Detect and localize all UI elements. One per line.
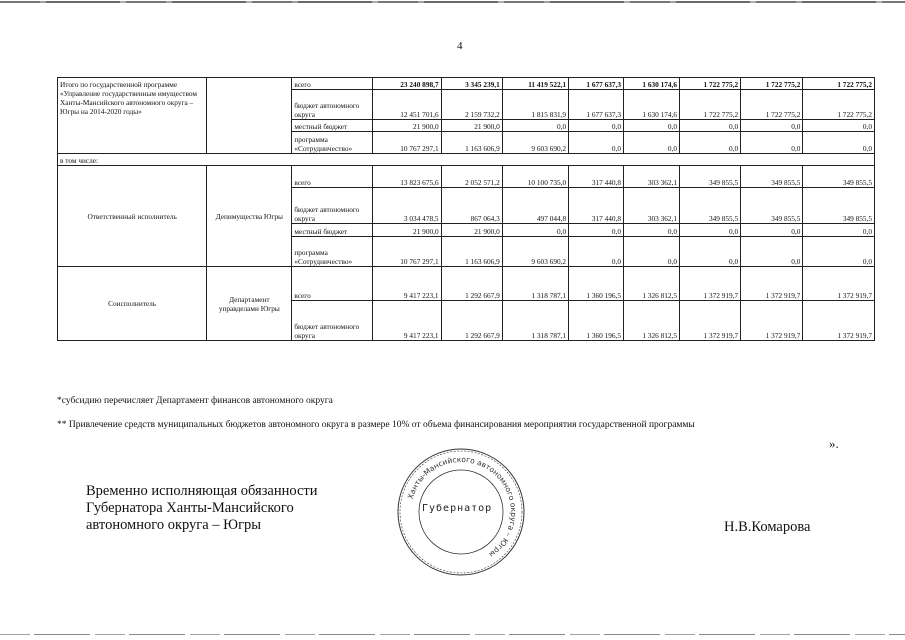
value-cell: 1 360 196,5	[569, 301, 624, 341]
value-cell: 1 722 775,2	[680, 78, 741, 90]
scan-edge-bottom	[0, 634, 905, 635]
table-row	[58, 267, 875, 301]
value-cell: 0,0	[741, 224, 803, 237]
value-cell: 1 372 919,7	[680, 267, 741, 301]
value-cell: 3 034 478,5	[373, 188, 441, 224]
value-cell: 0,0	[741, 120, 803, 132]
value-cell: 9 603 690,2	[502, 132, 568, 154]
table-row	[58, 78, 875, 90]
value-cell: 1 163 606,9	[441, 132, 502, 154]
value-cell: 2 159 732,2	[441, 90, 502, 120]
value-cell: 0,0	[741, 237, 803, 267]
value-cell: 1 163 606,9	[441, 237, 502, 267]
value-cell: 1 677 637,3	[569, 90, 624, 120]
category-cell: программа «Сотрудничество»	[292, 132, 373, 154]
value-cell: 1 326 812,5	[624, 301, 680, 341]
responsible-executor-label: Ответственный исполнитель	[58, 166, 207, 267]
signatory-name: Н.В.Комарова	[724, 519, 811, 535]
value-cell: 9 417 223,1	[373, 267, 441, 301]
value-cell: 1 722 775,2	[803, 78, 875, 90]
value-cell: 0,0	[502, 120, 568, 132]
category-cell: всего	[292, 267, 373, 301]
category-cell: всего	[292, 166, 373, 188]
value-cell: 0,0	[803, 237, 875, 267]
value-cell: 1 318 787,1	[502, 267, 568, 301]
signatory-title	[86, 483, 318, 534]
value-cell: 1 372 919,7	[803, 267, 875, 301]
value-cell: 0,0	[803, 132, 875, 154]
value-cell: 1 630 174,6	[624, 78, 680, 90]
value-cell: 1 292 667,9	[441, 267, 502, 301]
value-cell: 0,0	[569, 237, 624, 267]
value-cell: 21 900,0	[373, 224, 441, 237]
value-cell: 3 345 239,1	[441, 78, 502, 90]
value-cell: 0,0	[803, 224, 875, 237]
footnote-municipal: ** Привлечение средств муниципальных бюджетов автономного округа в размере 10% от объема финансирования мероприятия государственной программы	[57, 420, 695, 430]
page-number: 4	[457, 40, 463, 52]
value-cell: 1 372 919,7	[680, 301, 741, 341]
value-cell: 303 362,1	[624, 188, 680, 224]
value-cell: 349 855,5	[680, 188, 741, 224]
value-cell: 0,0	[680, 120, 741, 132]
value-cell: 0,0	[624, 132, 680, 154]
value-cell: 0,0	[680, 237, 741, 267]
value-cell: 21 900,0	[441, 224, 502, 237]
value-cell: 867 064,3	[441, 188, 502, 224]
value-cell: 1 722 775,2	[741, 90, 803, 120]
value-cell: 349 855,5	[803, 166, 875, 188]
value-cell: 303 362,1	[624, 166, 680, 188]
executor-cell: Депимущества Югры	[207, 166, 292, 267]
value-cell: 1 630 174,6	[624, 90, 680, 120]
value-cell: 0,0	[569, 224, 624, 237]
including-label: в том числе:	[58, 154, 875, 166]
value-cell: 0,0	[569, 132, 624, 154]
category-cell: местный бюджет	[292, 120, 373, 132]
value-cell: 1 318 787,1	[502, 301, 568, 341]
value-cell: 0,0	[680, 224, 741, 237]
category-cell: бюджет автономного округа	[292, 301, 373, 341]
co-executor-label: Соисполнитель	[58, 267, 207, 341]
budget-table	[57, 77, 875, 341]
category-cell: бюджет автономного округа	[292, 188, 373, 224]
executor-cell	[207, 78, 292, 154]
value-cell: 9 603 690,2	[502, 237, 568, 267]
value-cell: 21 900,0	[441, 120, 502, 132]
value-cell: 10 767 297,1	[373, 237, 441, 267]
value-cell: 1 815 831,9	[502, 90, 568, 120]
value-cell: 317 440,8	[569, 166, 624, 188]
value-cell: 1 677 637,3	[569, 78, 624, 90]
seal-ring-text: Ханты-Мансийского автономного округа – Югры	[405, 454, 519, 560]
value-cell: 10 767 297,1	[373, 132, 441, 154]
value-cell: 1 292 667,9	[441, 301, 502, 341]
value-cell: 0,0	[624, 237, 680, 267]
closing-quote: ».	[829, 436, 839, 451]
value-cell: 1 372 919,7	[741, 267, 803, 301]
value-cell: 0,0	[624, 224, 680, 237]
value-cell: 21 900,0	[373, 120, 441, 132]
value-cell: 349 855,5	[741, 166, 803, 188]
value-cell: 0,0	[803, 120, 875, 132]
value-cell: 12 451 701,6	[373, 90, 441, 120]
value-cell: 0,0	[680, 132, 741, 154]
executor-cell: Департамент управделами Югры	[207, 267, 292, 341]
value-cell: 1 722 775,2	[803, 90, 875, 120]
value-cell: 0,0	[624, 120, 680, 132]
footnote-subsidy: *субсидию перечисляет Департамент финансов автономного округа	[57, 396, 333, 406]
value-cell: 1 722 775,2	[680, 90, 741, 120]
value-cell: 13 823 675,6	[373, 166, 441, 188]
table-row	[58, 166, 875, 188]
value-cell: 0,0	[502, 224, 568, 237]
signatory-title-line: автономного округа – Югры	[86, 517, 262, 533]
scan-edge-top	[0, 1, 905, 3]
value-cell: 10 100 735,0	[502, 166, 568, 188]
value-cell: 497 044,8	[502, 188, 568, 224]
signatory-title-line: Временно исполняющая обязанности	[86, 483, 318, 499]
value-cell: 1 372 919,7	[803, 301, 875, 341]
value-cell: 9 417 223,1	[373, 301, 441, 341]
signatory-title-line: Губернатора Ханты-Мансийского	[86, 500, 294, 516]
value-cell: 1 722 775,2	[741, 78, 803, 90]
value-cell: 349 855,5	[803, 188, 875, 224]
value-cell: 23 240 898,7	[373, 78, 441, 90]
value-cell: 1 326 812,5	[624, 267, 680, 301]
value-cell: 1 360 196,5	[569, 267, 624, 301]
category-cell: местный бюджет	[292, 224, 373, 237]
category-cell: бюджет автономного округа	[292, 90, 373, 120]
table-row	[58, 154, 875, 166]
program-total-label: Итого по государственной программе «Управление государственным имуществом Ханты-Мансийского автономного округа – Югры на 2014-2020 годы»	[58, 78, 207, 154]
category-cell: программа «Сотрудничество»	[292, 237, 373, 267]
value-cell: 11 419 522,1	[502, 78, 568, 90]
seal-center-text: Губернатор	[422, 503, 493, 514]
value-cell: 349 855,5	[741, 188, 803, 224]
category-cell: всего	[292, 78, 373, 90]
value-cell: 0,0	[741, 132, 803, 154]
value-cell: 0,0	[569, 120, 624, 132]
value-cell: 317 440,8	[569, 188, 624, 224]
value-cell: 2 052 571,2	[441, 166, 502, 188]
value-cell: 349 855,5	[680, 166, 741, 188]
value-cell: 1 372 919,7	[741, 301, 803, 341]
